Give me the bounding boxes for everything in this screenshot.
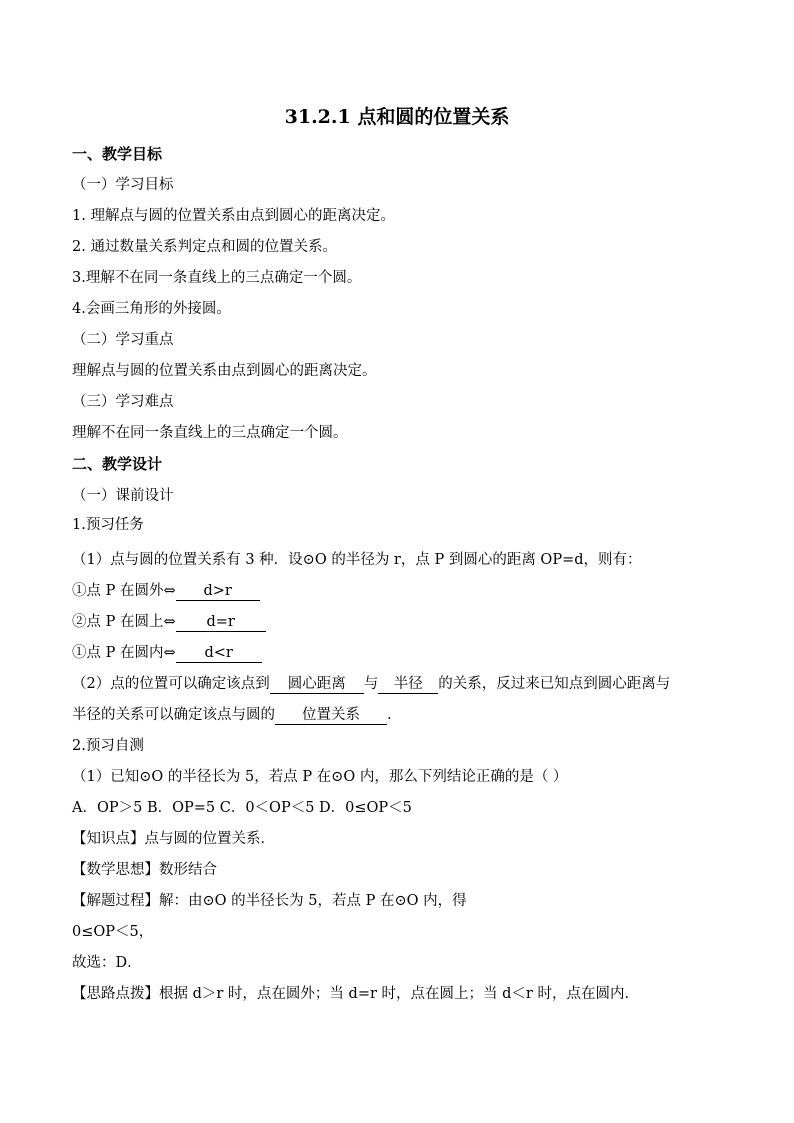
goal-item-2: 2. 通过数量关系判定点和圆的位置关系。	[72, 239, 337, 255]
answer-blank-on: d=r	[176, 614, 266, 632]
self-test-label: 2.预习自测	[72, 738, 144, 754]
difficulty-text: 理解不在同一条直线上的三点确定一个圆。	[72, 425, 348, 441]
answer-blank-position-relation: 位置关系	[275, 707, 387, 725]
question-2-part-a: （2）点的位置可以确定该点到	[72, 676, 270, 692]
answer-blank-outside: d>r	[176, 583, 260, 601]
goal-item-1: 1. 理解点与圆的位置关系由点到圆心的距离决定。	[72, 208, 395, 224]
solution-line-3: 故选：D．	[72, 955, 142, 971]
preview-task-label: 1.预习任务	[72, 517, 144, 533]
solution-process: 【解题过程】解：由⊙O 的半径长为 5，若点 P 在⊙O 内，得	[72, 893, 467, 909]
question-2-part-c: 的关系，反过来已知点到圆心距离与	[438, 676, 671, 692]
relation-inside	[72, 643, 262, 663]
question-2-part-e: .	[387, 707, 392, 723]
subheading-difficulties: （三）学习难点	[72, 394, 174, 410]
relation-inside-label: ①点 P 在圆内⇔	[72, 645, 176, 661]
section-heading-objectives: 一、教学目标	[72, 145, 163, 163]
subheading-learning-goals: （一）学习目标	[72, 177, 174, 193]
relation-outside	[72, 581, 260, 601]
subheading-pre-class: （一）课前设计	[72, 488, 174, 504]
goal-item-4: 4.会画三角形的外接圆。	[72, 301, 231, 317]
relation-on	[72, 612, 266, 632]
relation-on-label: ②点 P 在圆上⇔	[72, 614, 176, 630]
self-test-options: A．OP＞5 B．OP=5 C．0＜OP＜5 D．0≤OP＜5	[72, 800, 412, 816]
solution-line-2: 0≤OP＜5，	[72, 924, 154, 940]
answer-blank-center-distance: 圆心距离	[270, 676, 364, 694]
key-point-text: 理解点与圆的位置关系由点到圆心的距离决定。	[72, 363, 377, 379]
question-2-part-b: 与	[363, 676, 379, 692]
knowledge-point: 【知识点】点与圆的位置关系．	[72, 831, 275, 847]
self-test-question: （1）已知⊙O 的半径长为 5，若点 P 在⊙O 内，那么下列结论正确的是（ ）	[72, 769, 568, 785]
section-heading-design: 二、教学设计	[72, 455, 163, 473]
doc-title: 31.2.1 点和圆的位置关系	[284, 106, 510, 128]
math-idea: 【数学思想】数形结合	[72, 862, 217, 878]
relation-outside-label: ①点 P 在圆外⇔	[72, 583, 176, 599]
question-2-line-2	[72, 705, 392, 725]
answer-blank-inside: d<r	[176, 645, 262, 663]
question-2-part-d: 半径的关系可以确定该点与圆的	[72, 707, 275, 723]
answer-blank-radius: 半径	[378, 676, 438, 694]
question-1-text: （1）点与圆的位置关系有 3 种．设⊙O 的半径为 r，点 P 到圆心的距离 OP=d，则有：	[72, 552, 642, 568]
goal-item-3: 3.理解不在同一条直线上的三点确定一个圆。	[72, 270, 362, 286]
question-2-line-1	[72, 674, 670, 694]
solution-hint: 【思路点拨】根据 d＞r 时，点在圆外；当 d=r 时，点在圆上；当 d＜r 时，点在圆内．	[72, 986, 639, 1002]
subheading-key-points: （二）学习重点	[72, 332, 174, 348]
